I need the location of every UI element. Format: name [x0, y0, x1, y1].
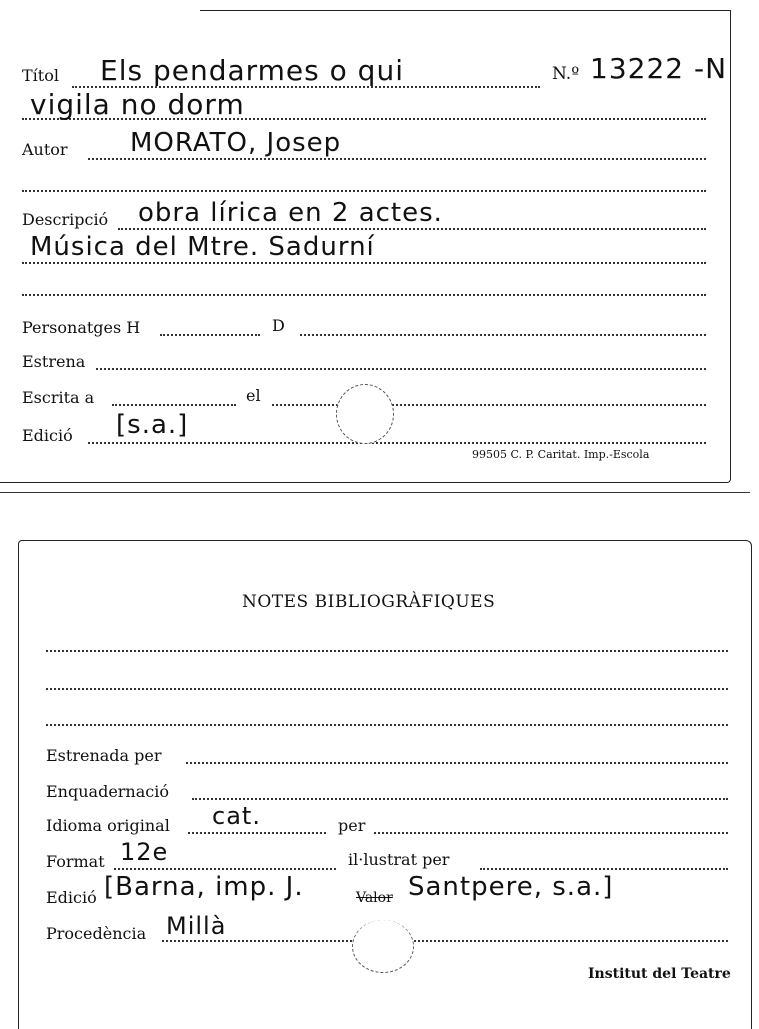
separator-line	[0, 492, 750, 493]
autor-value: MORATO, Josep	[130, 128, 342, 158]
descripcio-line-2	[22, 262, 706, 264]
estrena-line	[96, 368, 706, 370]
titol-label: Títol	[22, 66, 59, 85]
format-line	[114, 868, 336, 870]
edicio-line	[88, 442, 706, 444]
edicio2-valor-print: Valor	[356, 890, 393, 906]
enquadernacio-label: Enquadernació	[46, 782, 169, 801]
idioma-line	[188, 832, 326, 834]
blank-line-1	[22, 190, 706, 192]
estrenada-label: Estrenada per	[46, 746, 162, 765]
printer-imprint: 99505 C. P. Caritat. Imp.-Escola	[472, 448, 650, 461]
edicio-value: [s.a.]	[116, 410, 189, 440]
illustrat-line	[480, 868, 728, 870]
notes-line-3	[46, 724, 728, 726]
descripcio-line2: Música del Mtre. Sadurní	[30, 232, 375, 262]
idioma-value: cat.	[212, 802, 261, 830]
procedencia-line	[162, 940, 728, 942]
notes-heading: NOTES BIBLIOGRÀFIQUES	[242, 592, 496, 612]
idioma-per-label: per	[338, 816, 366, 835]
descripcio-label: Descripció	[22, 210, 109, 229]
format-label: Format	[46, 852, 105, 871]
card-top-border	[200, 10, 730, 11]
edicio2-value-a: [Barna, imp. J.	[104, 872, 304, 902]
autor-label: Autor	[22, 140, 68, 159]
format-value: 12e	[120, 838, 169, 866]
escrita-label: Escrita a	[22, 388, 95, 407]
numero-label: N.º	[552, 64, 580, 84]
notes-line-1	[46, 650, 728, 652]
personatges-d-label: D	[272, 316, 285, 335]
enquadernacio-line	[192, 798, 728, 800]
titol-value-line1: Els pendarmes o qui	[100, 54, 404, 87]
descripcio-line1: obra lírica en 2 actes.	[138, 198, 443, 228]
notes-line-2	[46, 688, 728, 690]
numero-value: 13222 -N	[590, 52, 728, 85]
punch-hole-2	[352, 920, 414, 973]
illustrat-label: il·lustrat per	[348, 850, 450, 869]
descripcio-line-1	[118, 228, 706, 230]
edicio2-value-b: Santpere, s.a.]	[408, 872, 614, 902]
procedencia-value: Millà	[166, 912, 227, 940]
idioma-per-line	[374, 832, 728, 834]
estrena-label: Estrena	[22, 352, 86, 371]
titol-value-line2: vigila no dorm	[30, 88, 245, 121]
procedencia-label: Procedència	[46, 924, 147, 943]
personatges-h-line	[160, 334, 260, 336]
el-label: el	[246, 386, 261, 405]
personatges-label: Personatges H	[22, 318, 141, 337]
escrita-line	[112, 404, 236, 406]
personatges-d-line	[300, 334, 706, 336]
edicio2-label: Edició	[46, 888, 97, 907]
edicio-label: Edició	[22, 426, 73, 445]
institut-imprint: Institut del Teatre	[588, 966, 731, 982]
blank-line-2	[22, 294, 706, 296]
estrenada-line	[186, 762, 728, 764]
punch-hole	[336, 384, 394, 444]
idioma-label: Idioma original	[46, 816, 170, 835]
autor-line	[88, 158, 706, 160]
